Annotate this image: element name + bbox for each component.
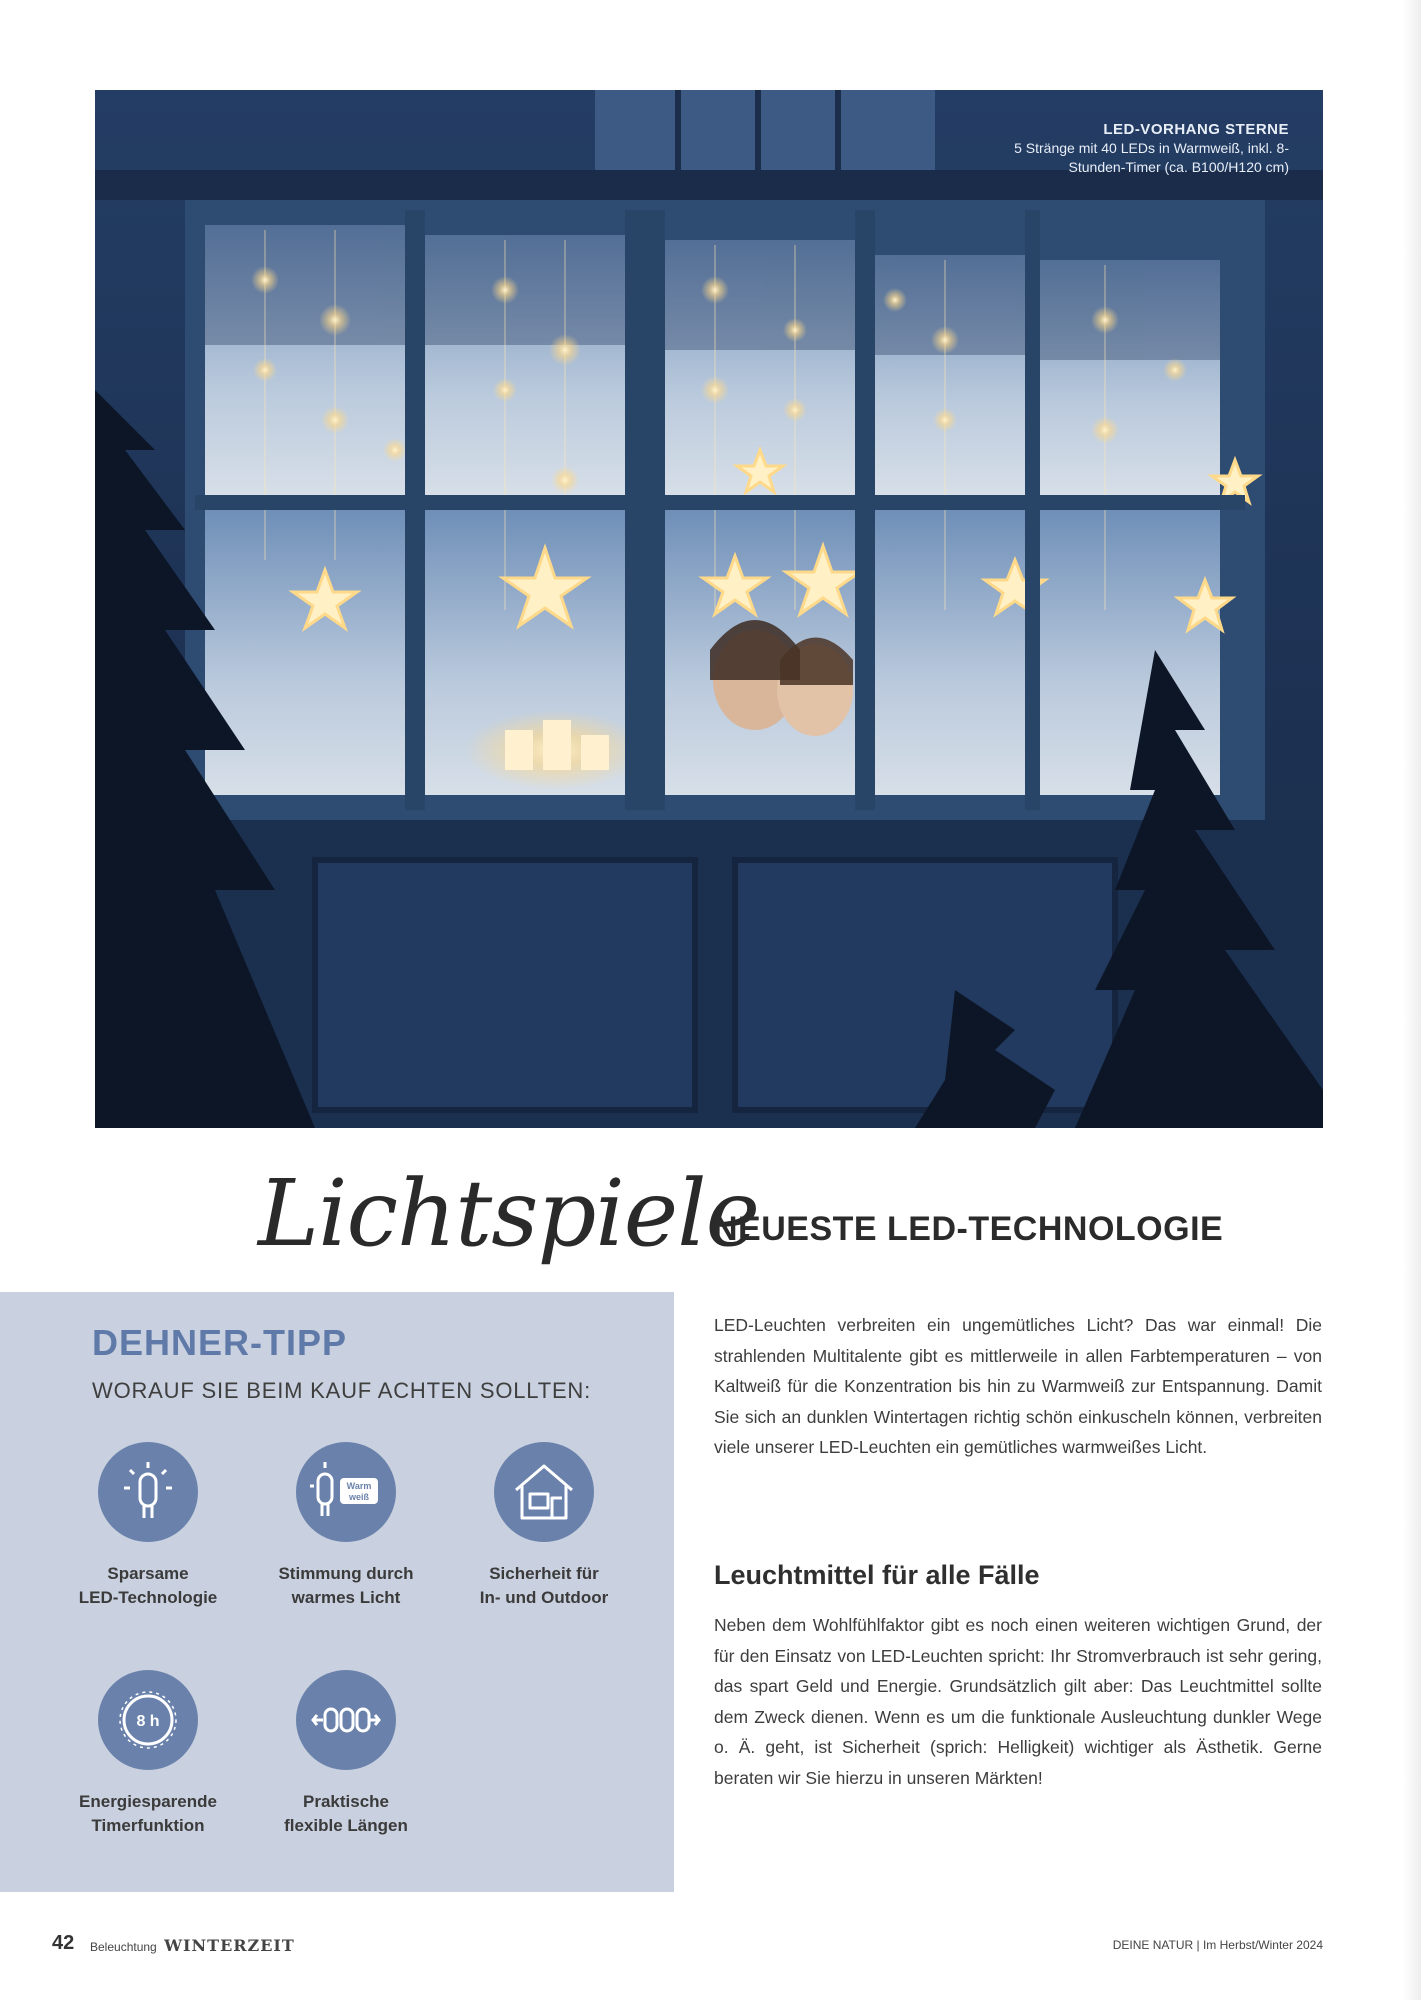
- feature-safety-in-outdoor: [444, 1442, 644, 1610]
- footer-magazine: DEINE NATUR | Im Herbst/Winter 2024: [1112, 1938, 1323, 1952]
- feature-label-line2: flexible Längen: [284, 1816, 408, 1835]
- page-edge-shadow: [1403, 0, 1421, 2000]
- article-subheading: Leuchtmittel für alle Fälle: [714, 1560, 1040, 1590]
- feature-label-line1: Sicherheit für: [489, 1564, 599, 1583]
- tip-heading: DEHNER-TIPP: [92, 1322, 348, 1363]
- caption-text: 5 Stränge mit 40 LEDs in Warmweiß, inkl. 8-Stunden-Timer (ca. B100/H120 cm): [1014, 140, 1289, 175]
- svg-text:8 h: 8 h: [136, 1713, 160, 1730]
- svg-text:weiß: weiß: [348, 1492, 370, 1502]
- feature-label-line2: LED-Technologie: [78, 1588, 218, 1607]
- feature-flexible-length: [246, 1670, 446, 1838]
- feature-warm-light: [246, 1442, 446, 1610]
- flexible-length-icon: [296, 1670, 396, 1770]
- feature-label-line1: Stimmung durch: [278, 1564, 414, 1583]
- footer-brand: WINTERZEIT: [164, 1936, 295, 1955]
- article-paragraph-1: LED-Leuchten verbreiten ein ungemütliches Licht? Das war einmal! Die strahlenden Multitalente gibt es mittlerweile in allen Farbtemperaturen – von Kaltweiß für die Konzentration bis hin zu Warmweiß zur Entspannung. Damit Sie sich an dunklen Wintertagen richtig schön einkuscheln können, verbreiten viele unserer LED-Leuchten ein gemütliches warmweißes Licht.: [714, 1315, 1322, 1457]
- feature-timer: [48, 1670, 248, 1838]
- tip-subheading: WORAUF SIE BEIM KAUF ACHTEN SOLLTEN:: [92, 1378, 592, 1403]
- feature-label-line1: Energiesparende: [79, 1792, 217, 1811]
- script-title: Lichtspiele: [258, 1160, 760, 1267]
- feature-label-line2: In- und Outdoor: [479, 1588, 609, 1607]
- feature-label-line1: Sparsame: [107, 1564, 189, 1583]
- footer-section: [90, 1936, 295, 1955]
- led-bulb-icon: [98, 1442, 198, 1542]
- caption-title: LED-VORHANG STERNE: [1103, 121, 1289, 138]
- feature-label-line2: warmes Licht: [291, 1588, 401, 1607]
- section-title: NEUESTE LED-TECHNOLOGIE: [713, 1210, 1224, 1248]
- hero-photo: [95, 90, 1323, 1128]
- window-lights-illustration: [95, 90, 1323, 1128]
- timer-icon: [98, 1670, 198, 1770]
- feature-label-line2: Timerfunktion: [91, 1816, 205, 1835]
- page-number: 42: [52, 1932, 75, 1954]
- feature-label-line1: Praktische: [303, 1792, 389, 1811]
- dehner-tip-box: [0, 1292, 674, 1892]
- footer-section-label: Beleuchtung: [90, 1940, 157, 1954]
- article-paragraph-2: Neben dem Wohlfühlfaktor gibt es noch einen weiteren wichtigen Grund, der für den Einsatz von LED-Leuchten spricht: Ihr Stromverbrauch ist sehr gering, das spart Geld und Energie. Grundsätzlich gilt aber: Das Leuchtmittel sollte dem Zweck dienen. Wenn es um die funktionale Ausleuchtung dunkler Wege o. Ä. geht, ist Sicherheit (sprich: Helligkeit) wichtiger als Ästhetik. Gerne beraten wir Sie hierzu in unseren Märkten!: [714, 1615, 1322, 1788]
- photo-caption: [999, 120, 1289, 177]
- house-icon: [494, 1442, 594, 1542]
- feature-led-technology: [48, 1442, 248, 1610]
- warm-light-icon: [296, 1442, 396, 1542]
- svg-text:Warm: Warm: [346, 1481, 372, 1491]
